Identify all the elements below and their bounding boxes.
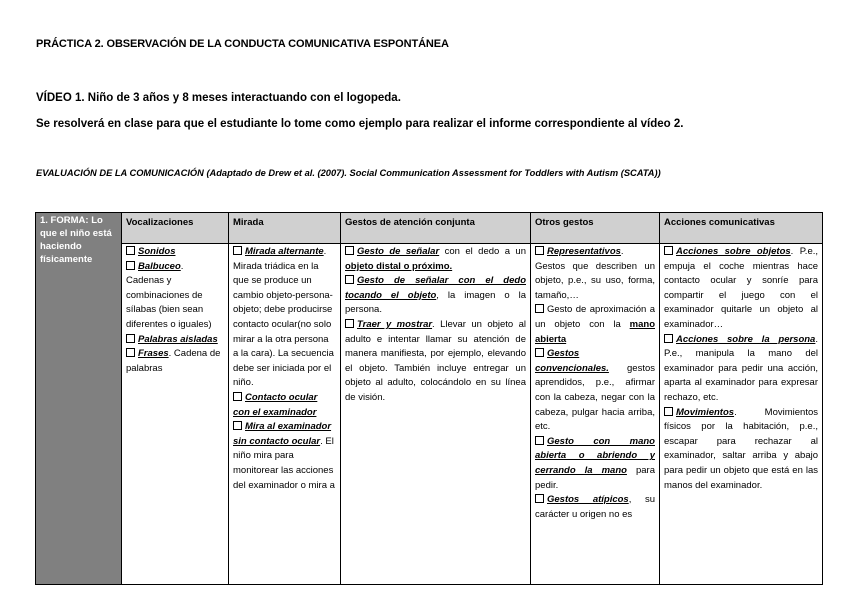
checkbox-icon [345,275,354,284]
cell-acciones-comunicativas: Acciones sobre objetos. P.e., empuja el coche mientras hace contacto ocular y sonríe para compartir el juego con el examinador quitarle un objeto al examinador… Acciones sobre la persona. P.e., manipula la mano del examinador para pedir una acción, aparta al examinador para expresar rechazo, etc. Movimientos. Movimientos físicos por la habitación, p.e., escapar para rechazar al examinador, saltar arriba y abajo para pedir un objeto que está en las manos del examinador. [660,244,823,585]
page-title: PRÁCTICA 2. OBSERVACIÓN DE LA CONDUCTA COMUNICATIVA ESPONTÁNEA [36,38,449,50]
forma-label-cell: 1. FORMA: Lo que el niño está haciendo físicamente [36,213,122,585]
evaluation-heading: EVALUACIÓN DE LA COMUNICACIÓN (Adaptado de Drew et al. (2007). Social Communication Assessment for Toddlers with Autism (SCATA)) [36,168,661,178]
checkbox-icon [126,334,135,343]
cell-otros-gestos: Representativos. Gestos que describen un objeto, p.e., su uso, forma, tamaño,… Gesto de aproximación a un objeto con la mano abierta Gestos convencionales. gestos aprendidos, p.e., afirmar con la cabeza, negar con la cabeza, pulgar hacia arriba, etc. Gesto con mano abierta o abriendo y cerrando la mano para pedir. Gestos atípicos, su carácter u origen no es [531,244,660,585]
checkbox-icon [535,304,544,313]
column-header-gestos: Gestos de atención conjunta [341,213,531,244]
checkbox-icon [126,348,135,357]
cell-vocalizaciones: Sonidos Balbuceo. Cadenas y combinaciones de sílabas (bien sean diferentes o iguales) Palabras aisladas Frases. Cadena de palabras [122,244,229,585]
checkbox-icon [126,261,135,270]
checkbox-icon [664,407,673,416]
video-heading: VÍDEO 1. Niño de 3 años y 8 meses interactuando con el logopeda. [36,92,401,104]
checkbox-icon [535,436,544,445]
column-header-otros-gestos: Otros gestos [531,213,660,244]
checkbox-icon [535,246,544,255]
checkbox-icon [345,246,354,255]
communication-table [35,212,823,585]
cell-mirada: Mirada alternante. Mirada triádica en la que se produce un cambio objeto-persona-objeto; debe producirse contacto ocular(no solo mirar a la otra persona a la cara). La secuencia debe ser iniciada por el niño. Contacto ocular con el examinador Mira al examinador sin contacto ocular. El niño mira para monitorear las acciones del examinador o mira a [229,244,341,585]
checkbox-icon [535,494,544,503]
column-header-vocalizaciones: Vocalizaciones [122,213,229,244]
cell-gestos-atencion-conjunta: Gesto de señalar con el dedo a un objeto distal o próximo. Gesto de señalar con el dedo tocando el objeto, la imagen o la persona. Traer y mostrar. Llevar un objeto al adulto e intentar llamar su atención de manera manifiesta, por ejemplo, elevando el objeto. También incluye entregar un objeto al adulto, colocándolo en su línea de visión. [341,244,531,585]
column-header-acciones: Acciones comunicativas [660,213,823,244]
checkbox-icon [664,334,673,343]
checkbox-icon [664,246,673,255]
column-header-mirada: Mirada [229,213,341,244]
checkbox-icon [535,348,544,357]
instruction-text: Se resolverá en clase para que el estudiante lo tome como ejemplo para realizar el informe correspondiente al vídeo 2. [36,118,684,130]
checkbox-icon [233,246,242,255]
checkbox-icon [345,319,354,328]
checkbox-icon [233,392,242,401]
checkbox-icon [233,421,242,430]
checkbox-icon [126,246,135,255]
